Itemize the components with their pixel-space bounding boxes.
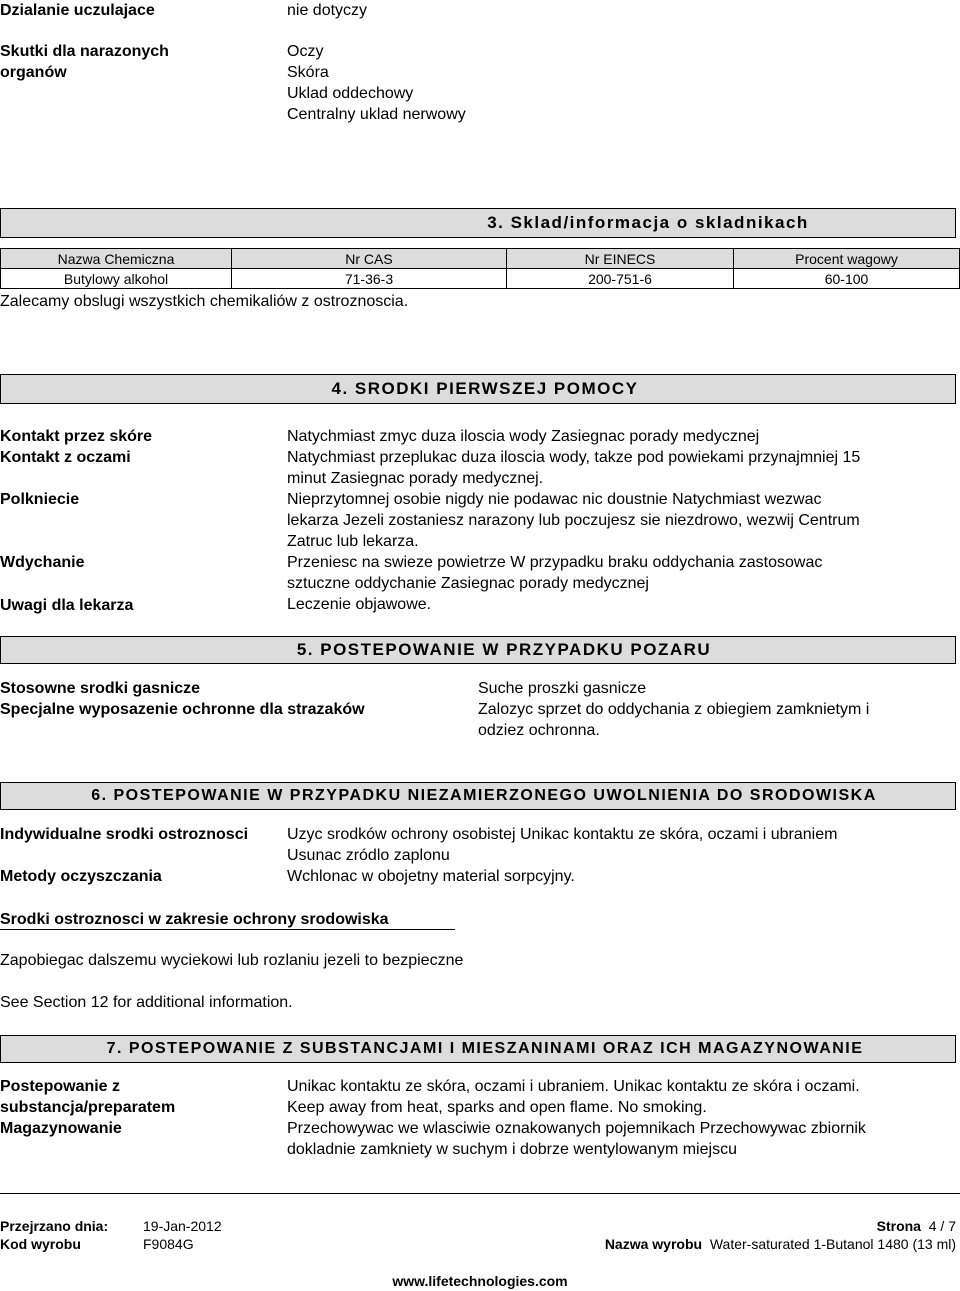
text-line: Przechowywac we wlasciwie oznakowanych pojemnikach Przechowywac zbiornik — [287, 1120, 866, 1137]
column-header: Nr CAS — [232, 249, 507, 269]
section-6-header: 6. POSTEPOWANIE W PRZYPADKU NIEZAMIERZONEGO UWOLNIENIA DO SRODOWISKA — [0, 782, 956, 810]
column-header: Nr EINECS — [507, 249, 734, 269]
text-line: Uzyc srodków ochrony osobistej Unikac kontaktu ze skóra, oczami i ubraniem — [287, 826, 838, 843]
sensitizing-label: Dzialanie uczulajace — [0, 2, 155, 19]
target-organ-item: Centralny uklad nerwowy — [287, 106, 466, 123]
table-cell: Butylowy alkohol — [1, 269, 232, 289]
table-header-row — [1, 249, 960, 269]
text-line: lekarza Jezeli zostaniesz narazony lub poczujesz sie niezdrowo, wezwij Centrum — [287, 512, 860, 529]
text-line: odziez ochronna. — [478, 722, 600, 739]
target-organ-item: Uklad oddechowy — [287, 85, 414, 102]
text-line: Zalozyc sprzet do oddychania z obiegiem zamknietym i — [478, 701, 870, 718]
footer-divider — [0, 1193, 960, 1194]
heading-underline — [0, 929, 455, 930]
text-line: substancja/preparatem — [0, 1099, 176, 1116]
text-line: Natychmiast przeplukac duza iloscia wody, takze pod powiekami przynajmniej 15 — [287, 449, 861, 466]
target-organs-label-line: Skutki dla narazonych — [0, 43, 169, 60]
website-link[interactable]: www.lifetechnologies.com — [392, 1273, 568, 1289]
table-row — [1, 269, 960, 289]
product-code-label: Kod wyrobu — [0, 1236, 81, 1252]
text-line: Zatruc lub lekarza. — [287, 533, 419, 550]
text-line: Usunac zródlo zaplonu — [287, 847, 450, 864]
product-name-value: Water-saturated 1-Butanol 1480 (13 ml) — [709, 1236, 956, 1252]
section-3-header: 3. Sklad/informacja o skladnikach — [0, 208, 956, 238]
doctor-notes-label: Uwagi dla lekarza — [0, 597, 134, 614]
cleanup-methods-value: Wchlonac w obojetny material sorpcyjny. — [287, 868, 575, 885]
sensitizing-value: nie dotyczy — [287, 2, 368, 19]
eye-contact-label: Kontakt z oczami — [0, 449, 131, 466]
text-line: Unikac kontaktu ze skóra, oczami i ubraniem. Unikac kontaktu ze skóra i oczami. — [287, 1078, 860, 1095]
doctor-notes-value: Leczenie objawowe. — [287, 596, 432, 613]
section-5-header: 5. POSTEPOWANIE W PRZYPADKU POZARU — [0, 636, 956, 664]
page-number — [877, 1218, 956, 1234]
ingestion-label: Polkniecie — [0, 491, 80, 508]
composition-note: Zalecamy obslugi wszystkich chemikaliów z ostroznoscia. — [0, 293, 409, 310]
skin-contact-label: Kontakt przez skóre — [0, 428, 153, 445]
environmental-precautions-text: Zapobiegac dalszemu wyciekowi lub rozlaniu jezeli to bezpieczne — [0, 952, 464, 969]
column-header: Procent wagowy — [734, 249, 960, 269]
text-line: Keep away from heat, sparks and open flame. No smoking. — [287, 1099, 707, 1116]
target-organs-list — [287, 41, 466, 125]
protective-equipment-value — [478, 699, 869, 741]
table-cell: 60-100 — [734, 269, 960, 289]
text-line: sztuczne oddychanie Zasiegnac porady medycznej — [287, 575, 649, 592]
extinguishing-media-label: Stosowne srodki gasnicze — [0, 680, 201, 697]
target-organs-label-line: organów — [0, 64, 67, 81]
text-line: dokladnie zamkniety w suchym i dobrze wentylowanym miejscu — [287, 1141, 737, 1158]
handling-value — [287, 1076, 860, 1118]
text-line: Nieprzytomnej osobie nigdy nie podawac nic doustnie Natychmiast wezwac — [287, 491, 822, 508]
storage-label: Magazynowanie — [0, 1120, 122, 1137]
ingestion-value — [287, 489, 860, 552]
target-organ-item: Oczy — [287, 43, 324, 60]
cleanup-methods-label: Metody oczyszczania — [0, 868, 162, 885]
composition-table — [0, 248, 960, 289]
revised-date-value: 19-Jan-2012 — [143, 1218, 222, 1234]
personal-precautions-label: Indywidualne srodki ostroznosci — [0, 826, 249, 843]
handling-label — [0, 1076, 175, 1118]
skin-contact-value: Natychmiast zmyc duza iloscia wody Zasiegnac porady medycznej — [287, 428, 760, 445]
personal-precautions-value — [287, 824, 837, 866]
inhalation-label: Wdychanie — [0, 554, 85, 571]
extinguishing-media-value: Suche proszki gasnicze — [478, 680, 647, 697]
target-organ-item: Skóra — [287, 64, 329, 81]
see-section-note: See Section 12 for additional information. — [0, 994, 293, 1011]
text-line: minut Zasiegnac porady medycznej. — [287, 470, 544, 487]
page-value: 4 / 7 — [928, 1218, 956, 1234]
product-code-value: F9084G — [143, 1236, 194, 1252]
revised-date-label: Przejrzano dnia: — [0, 1218, 109, 1234]
target-organs-label — [0, 41, 169, 83]
environmental-precautions-heading: Srodki ostroznosci w zakresie ochrony srodowiska — [0, 911, 389, 928]
table-cell: 71-36-3 — [232, 269, 507, 289]
page-label: Strona — [876, 1218, 921, 1234]
product-name — [605, 1236, 956, 1252]
inhalation-value — [287, 552, 822, 594]
product-name-label: Nazwa wyrobu — [604, 1236, 703, 1252]
eye-contact-value — [287, 447, 860, 489]
section-4-header: 4. SRODKI PIERWSZEJ POMOCY — [0, 374, 956, 404]
column-header: Nazwa Chemiczna — [1, 249, 232, 269]
protective-equipment-label: Specjalne wyposazenie ochronne dla strazaków — [0, 701, 365, 718]
section-7-header: 7. POSTEPOWANIE Z SUBSTANCJAMI I MIESZANINAMI ORAZ ICH MAGAZYNOWANIE — [0, 1035, 956, 1063]
text-line: Przeniesc na swieze powietrze W przypadku braku oddychania zastosowac — [287, 554, 823, 571]
storage-value — [287, 1118, 866, 1160]
text-line: Postepowanie z — [0, 1078, 121, 1095]
table-cell: 200-751-6 — [507, 269, 734, 289]
